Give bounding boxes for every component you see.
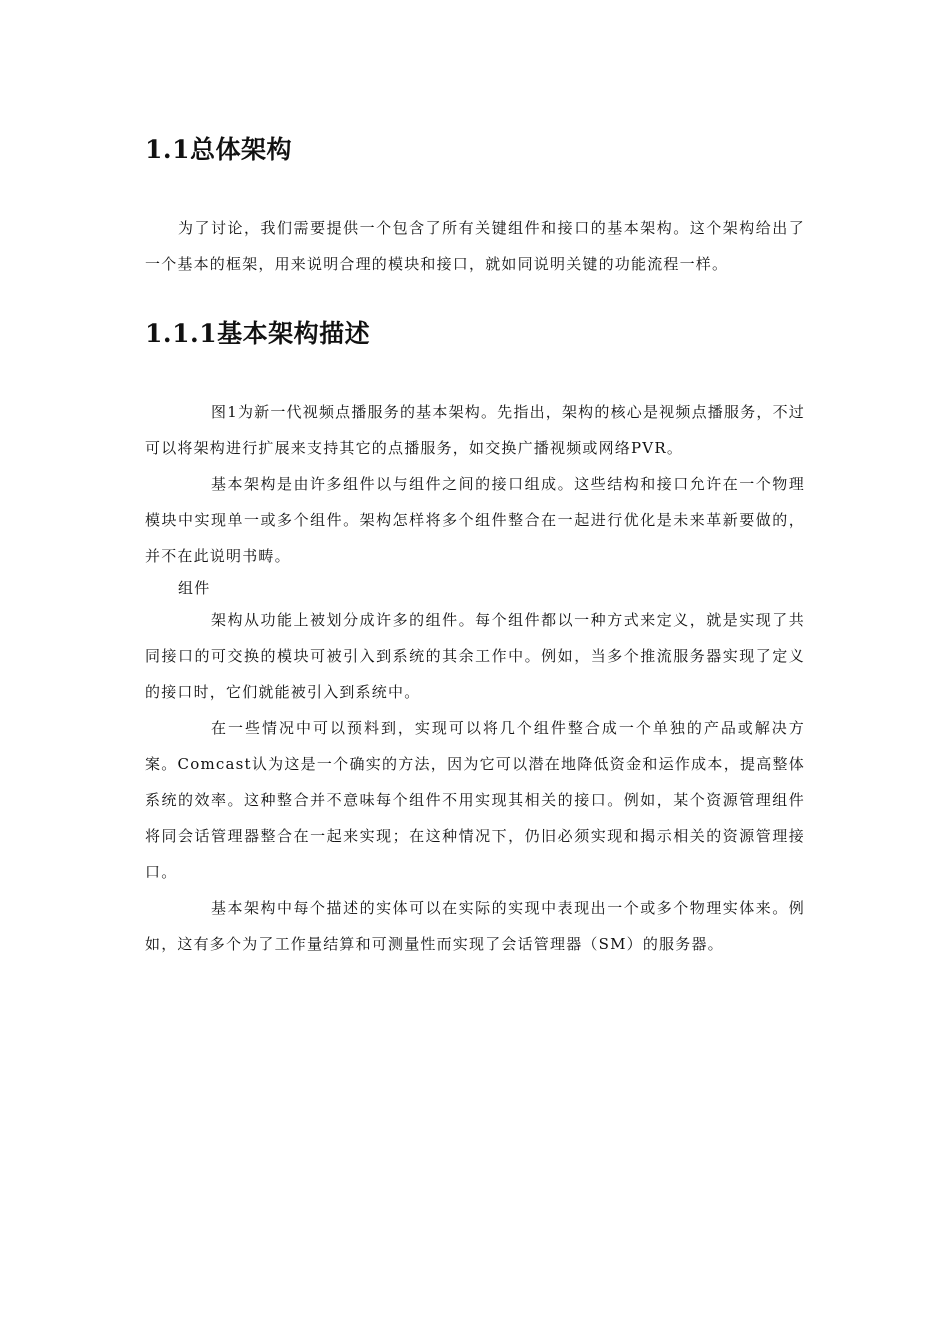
paragraph-component-integration: 在一些情况中可以预料到，实现可以将几个组件整合成一个单独的产品或解决方案。Comcast认为这是一个确实的方法，因为它可以潜在地降低资金和运作成本，提高整体系统的效率。这种整合并不意味每个组件不用实现其相关的接口。例如，某个资源管理组件将同会话管理器整合在一起来实现；在这种情况下，仍旧必须实现和揭示相关的资源管理接口。 xyxy=(145,719,805,881)
paragraph-architecture-overview: 图1为新一代视频点播服务的基本架构。先指出，架构的核心是视频点播服务，不过可以将架构进行扩展来支持其它的点播服务，如交换广播视频或网络PVR。 xyxy=(145,403,805,457)
section-heading-1-1-1: 1.1.1基本架构描述 xyxy=(145,319,371,348)
paragraph-component-definition: 架构从功能上被划分成许多的组件。每个组件都以一种方式来定义，就是实现了共同接口的可交换的模块可被引入到系统的其余工作中。例如，当多个推流服务器实现了定义的接口时，它们就能被引入到系统中。 xyxy=(145,611,805,701)
document-body xyxy=(145,132,805,962)
paragraph-architecture-components: 基本架构是由许多组件以与组件之间的接口组成。这些结构和接口允许在一个物理模块中实现单一或多个组件。架构怎样将多个组件整合在一起进行优化是未来革新要做的，并不在此说明书畴。 xyxy=(145,475,805,565)
paragraph-physical-entities: 基本架构中每个描述的实体可以在实际的实现中表现出一个或多个物理实体来。例如，这有多个为了工作量结算和可测量性而实现了会话管理器（SM）的服务器。 xyxy=(145,899,805,953)
component-label: 组件 xyxy=(178,579,211,597)
section-heading-1-1: 1.1总体架构 xyxy=(145,135,292,164)
intro-paragraph: 为了讨论，我们需要提供一个包含了所有关键组件和接口的基本架构。这个架构给出了一个基本的框架，用来说明合理的模块和接口，就如同说明关键的功能流程一样。 xyxy=(145,219,805,273)
